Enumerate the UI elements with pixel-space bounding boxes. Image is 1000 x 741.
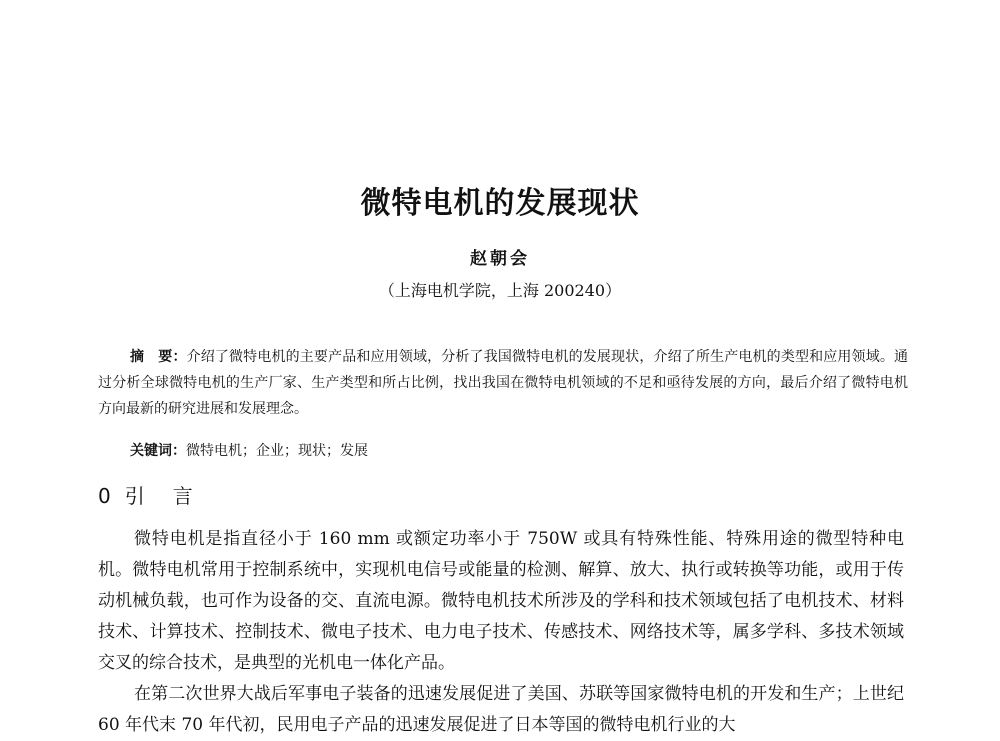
body-text bbox=[98, 524, 904, 741]
abstract-paragraph bbox=[98, 344, 908, 422]
keywords-text: 微特电机；企业；现状；发展 bbox=[186, 443, 368, 459]
author-affiliation: （上海电机学院，上海 200240） bbox=[378, 281, 622, 300]
paper-title: 微特电机的发展现状 bbox=[360, 186, 640, 221]
body-paragraph-2: 在第二次世界大战后军事电子装备的迅速发展促进了美国、苏联等国家微特电机的开发和生产；上世纪 60 年代末 70 年代初，民用电子产品的迅速发展促进了日本等国的微特电机行业的大 bbox=[98, 684, 904, 735]
abstract-block bbox=[98, 344, 908, 422]
abstract-label: 摘 要： bbox=[130, 349, 187, 365]
body-paragraph-1: 微特电机是指直径小于 160 mm 或额定功率小于 750W 或具有特殊性能、特殊用途的微型特种电机。微特电机常用于控制系统中，实现机电信号或能量的检测、解算、放大、执行或转换等功能，或用于传动机械负载，也可作为设备的交、直流电源。微特电机技术所涉及的学科和技术领域包括了电机技术、材料技术、计算技术、控制技术、微电子技术、电力电子技术、传感技术、网络技术等，属多学科、多技术领域交叉的综合技术，是典型的光机电一体化产品。 bbox=[98, 529, 904, 673]
author-name: 赵朝会 bbox=[470, 249, 530, 269]
section-number: 0 bbox=[98, 484, 115, 508]
keywords-line bbox=[98, 440, 908, 462]
keywords-label: 关键词： bbox=[130, 443, 186, 459]
section-heading bbox=[98, 480, 197, 509]
section-title: 引 言 bbox=[124, 484, 197, 508]
abstract-text: 介绍了微特电机的主要产品和应用领域，分析了我国微特电机的发展现状，介绍了所生产电机的类型和应用领域。通过分析全球微特电机的生产厂家、生产类型和所占比例，找出我国在微特电机领域的不足和亟待发展的方向，最后介绍了微特电机方向最新的研究进展和发展理念。 bbox=[98, 349, 908, 417]
